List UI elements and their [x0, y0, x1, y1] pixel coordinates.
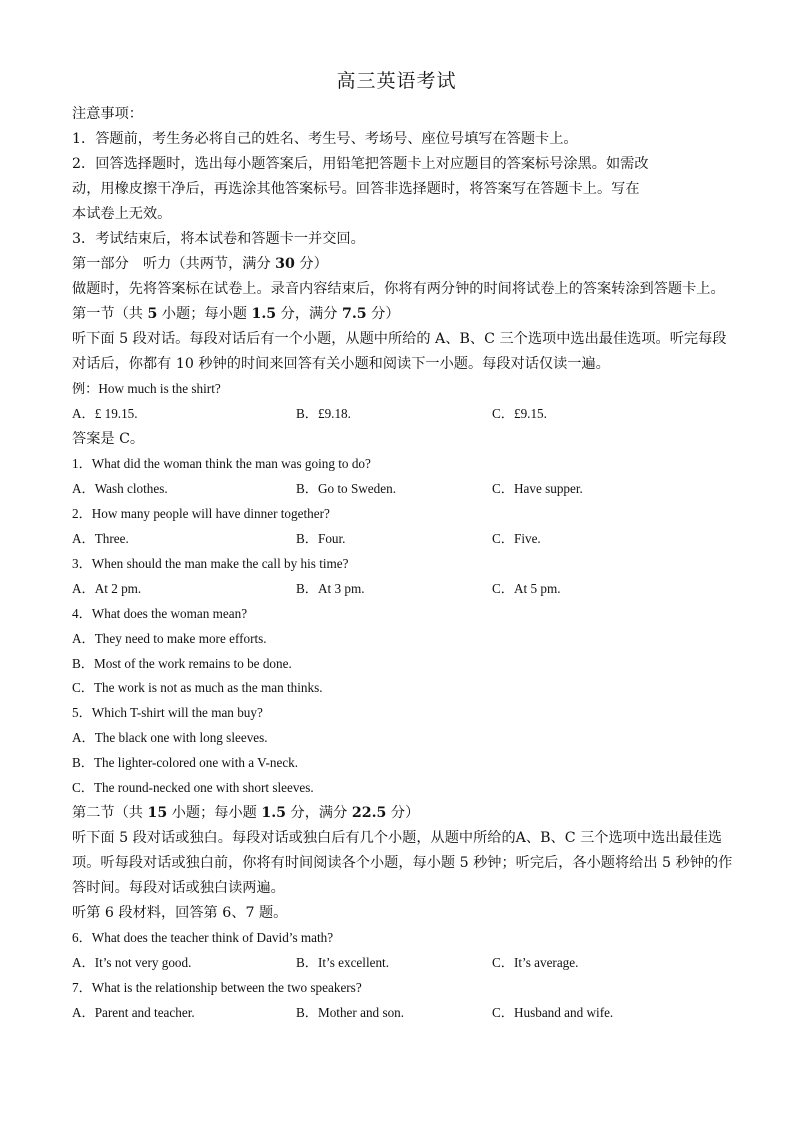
s2-heading-c: 分，满分 — [286, 805, 352, 821]
s2-count: 15 — [147, 805, 168, 821]
example-option-a: A．£ 19.15. — [72, 406, 138, 421]
part1-heading — [72, 254, 328, 274]
s1-heading-b: 小题；每小题 — [157, 306, 252, 322]
q4-option-c: C．The work is not as much as the man thinks. — [72, 680, 323, 695]
q5-option-b: B．The lighter-colored one with a V-neck. — [72, 755, 299, 770]
example-option-c: C．£9.15. — [492, 406, 547, 421]
s1-total: 7.5 — [341, 306, 367, 322]
question-3-options — [0, 579, 793, 599]
q6-option-c: C．It’s average. — [492, 955, 579, 970]
example-option-b: B．£9.18. — [296, 406, 351, 421]
part1-instruction: 做题时，先将答案标在试卷上。录音内容结束后，你将有两分钟的时间将试卷上的答案转涂到答题卡上。 — [72, 281, 725, 297]
section1-heading — [72, 304, 400, 324]
s1-each: 1.5 — [251, 306, 277, 322]
q3-option-b: B．At 3 pm. — [296, 581, 365, 596]
q7-option-a: A．Parent and teacher. — [72, 1005, 195, 1020]
material-6-heading: 听第 6 段材料，回答第 6、7 题。 — [72, 905, 288, 921]
question-3: 3．When should the man make the call by his time? — [72, 556, 349, 571]
s2-each: 1.5 — [261, 805, 287, 821]
question-5: 5．Which T-shirt will the man buy? — [72, 705, 263, 720]
q7-option-c: C．Husband and wife. — [492, 1005, 614, 1020]
section2-instruction-1: 听下面 5 段对话或独白。每段对话或独白后有几个小题，从题中所给的A、B、C 三个选项中选出最佳选 — [72, 830, 722, 846]
q2-option-a: A．Three. — [72, 531, 129, 546]
q2-option-b: B．Four. — [296, 531, 346, 546]
page-title: 高三英语考试 — [336, 70, 457, 92]
q5-option-c: C．The round-necked one with short sleeves. — [72, 780, 314, 795]
section2-instruction-2: 项。听每段对话或独白前，你将有时间阅读各个小题，每小题 5 秒钟；听完后，各小题将给出 5 秒钟的作 — [72, 855, 733, 871]
example-question: 例：How much is the shirt? — [72, 381, 221, 396]
q5-option-a: A．The black one with long sleeves. — [72, 730, 268, 745]
s1-heading-d: 分） — [366, 306, 400, 322]
s1-heading-c: 分，满分 — [276, 306, 342, 322]
part1-score: 30 — [275, 256, 295, 272]
note-line-3: 动，用橡皮擦干净后，再选涂其他答案标号。回答非选择题时，将答案写在答题卡上。写在 — [72, 181, 640, 197]
example-options — [0, 404, 793, 424]
question-2: 2．How many people will have dinner together? — [72, 506, 330, 521]
s2-total: 22.5 — [351, 805, 387, 821]
question-4: 4．What does the woman mean? — [72, 606, 248, 621]
section2-heading — [72, 803, 419, 823]
s2-heading-a: 第二节（共 — [72, 805, 148, 821]
note-line-1: 1．答题前，考生务必将自己的姓名、考生号、考场号、座位号填写在答题卡上。 — [72, 131, 578, 147]
s1-count: 5 — [147, 306, 158, 322]
q2-option-c: C．Five. — [492, 531, 541, 546]
s1-heading-a: 第一节（共 — [72, 306, 148, 322]
q7-option-b: B．Mother and son. — [296, 1005, 405, 1020]
s2-heading-b: 小题；每小题 — [167, 805, 262, 821]
example-answer: 答案是 C。 — [72, 431, 145, 447]
part1-heading-suffix: 分） — [294, 256, 328, 272]
note-line-5: 3．考试结束后，将本试卷和答题卡一并交回。 — [72, 231, 365, 247]
note-line-2: 2．回答选择题时，选出每小题答案后，用铅笔把答题卡上对应题目的答案标号涂黑。如需改 — [72, 156, 649, 172]
q6-option-b: B．It’s excellent. — [296, 955, 390, 970]
question-7-options — [0, 1003, 793, 1023]
q1-option-a: A．Wash clothes. — [72, 481, 168, 496]
q6-option-a: A．It’s not very good. — [72, 955, 192, 970]
notes-heading: 注意事项： — [72, 106, 143, 122]
note-line-4: 本试卷上无效。 — [72, 206, 172, 222]
question-1-options — [0, 479, 793, 499]
section2-instruction-3: 答时间。每段对话或独白读两遍。 — [72, 880, 285, 896]
q3-option-a: A．At 2 pm. — [72, 581, 142, 596]
question-2-options — [0, 529, 793, 549]
q3-option-c: C．At 5 pm. — [492, 581, 561, 596]
s2-heading-d: 分） — [386, 805, 420, 821]
q1-option-c: C．Have supper. — [492, 481, 583, 496]
question-6-options — [0, 953, 793, 973]
question-1: 1．What did the woman think the man was going to do? — [72, 456, 371, 471]
question-6: 6．What does the teacher think of David’s math? — [72, 930, 334, 945]
section1-instruction-1: 听下面 5 段对话。每段对话后有一个小题，从题中所给的 A、B、C 三个选项中选出最佳选项。听完每段 — [72, 331, 727, 347]
question-7: 7．What is the relationship between the two speakers? — [72, 980, 362, 995]
q1-option-b: B．Go to Sweden. — [296, 481, 397, 496]
part1-heading-prefix: 第一部分 听力（共两节，满分 — [72, 256, 276, 272]
section1-instruction-2: 对话后，你都有 10 秒钟的时间来回答有关小题和阅读下一小题。每段对话仅读一遍。 — [72, 356, 610, 372]
q4-option-a: A．They need to make more efforts. — [72, 631, 267, 646]
q4-option-b: B．Most of the work remains to be done. — [72, 656, 292, 671]
